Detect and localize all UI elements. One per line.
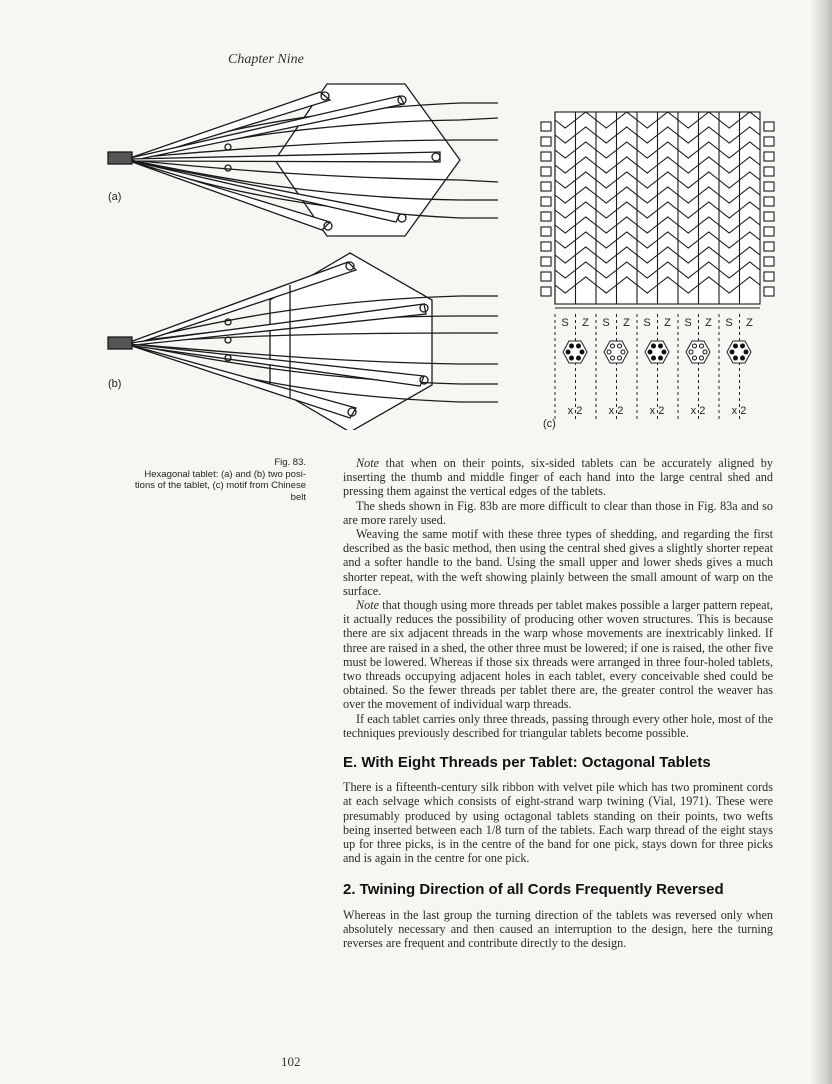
running-head: Chapter Nine (228, 52, 304, 67)
selvage-loop-left (541, 272, 551, 281)
selvage-loop-left (541, 152, 551, 161)
selvage-loop-left (541, 182, 551, 191)
repeat-label: x 2 (608, 405, 624, 417)
selvage-loop-right (764, 167, 774, 176)
tablet-hole (577, 356, 581, 360)
selvage-loop-right (764, 137, 774, 146)
tablet-diagram-b (108, 253, 498, 430)
tablet-hole (741, 344, 745, 348)
selvage-loop-right (764, 272, 774, 281)
tablet-hole (662, 350, 666, 354)
binder-shadow (810, 0, 832, 1084)
paragraph: The sheds shown in Fig. 83b are more difficult to clear than those in Fig. 83a and so are more rarely used. (343, 498, 773, 527)
caption-line: tions of the tablet, (c) motif from Chinese (134, 480, 306, 491)
selvage-loop-left (541, 122, 551, 131)
selvage-loop-right (764, 152, 774, 161)
caption-title: Fig. 83. (274, 457, 306, 468)
twist-label: Z (705, 317, 712, 329)
repeat-label: x 2 (731, 405, 747, 417)
paragraph: Whereas in the last group the turning direction of the tablets was reversed only when absolutely necessary and then caused an interruption to the design, here the turning reverses are frequent and contribute directly to the design. (343, 907, 773, 951)
tablet-hole (580, 350, 584, 354)
repeat-label: x 2 (567, 405, 583, 417)
section-heading-e: E. With Eight Threads per Tablet: Octagonal Tablets (343, 754, 711, 772)
selvage-loop-left (541, 257, 551, 266)
selvage-loop-left (541, 137, 551, 146)
twist-label: Z (582, 317, 589, 329)
tablet-hole (570, 356, 574, 360)
figure-label-c: (c) (543, 418, 556, 430)
twist-label: Z (623, 317, 630, 329)
tablet-hole (659, 356, 663, 360)
twist-label: S (684, 317, 692, 329)
selvage-loop-right (764, 242, 774, 251)
selvage-loop-right (764, 122, 774, 131)
paragraph: There is a fifteenth-century silk ribbon with velvet pile which has two prominent cords at each selvage which consists of eight-strand warp twining (Vial, 1971). These were presumably produced by using octagonal tablets standing on their points, two wefts being inserted between each 1/8 turn of the tablets. Each warp thread of the eight stays up for three picks, is in the centre of the band for one pick, stays down for three picks and is again in the centre for one pick. (343, 780, 773, 866)
selvage-loop-right (764, 212, 774, 221)
repeat-label: x 2 (649, 405, 665, 417)
tablet-hole (652, 356, 656, 360)
selvage-loop-right (764, 287, 774, 296)
paragraph: Note that though using more threads per tablet makes possible a larger pattern repeat, it actually reduces the possibility of producing other woven structures. This is because there are six adjacent threads in the warp whose movements are inextricably linked. If three are raised in a shed, the other three must be lowered; if one is raised, the other five must be lowered. Whereas if those six threads were arranged in three four-holed tablets, two threads occupying adjacent holes in each tablet, every conceivable shed could be obtained. So the fewer threads per tablet there are, the greater control the weaver has over the movement of individual warp threads. (343, 598, 773, 712)
selvage-loop-right (764, 257, 774, 266)
tablet-hole (566, 350, 570, 354)
selvage-loop-right (764, 227, 774, 236)
twist-label: Z (746, 317, 753, 329)
selvage-loop-left (541, 212, 551, 221)
figure-83 (0, 0, 800, 430)
selvage-loop-left (541, 167, 551, 176)
repeat-label: x 2 (690, 405, 706, 417)
twist-label: S (643, 317, 651, 329)
paragraph: Note that when on their points, six-sided tablets can be accurately aligned by inserting the thumb and middle finger of each hand into the large central shed and pressing them against the vertical edges of the tablets. (343, 456, 773, 499)
hexagonal-tablet-icon (686, 341, 710, 363)
repeat-labels-row (568, 405, 747, 417)
selvage-loop-left (541, 287, 551, 296)
figure-label-a: (a) (108, 191, 122, 203)
tablet-hole (577, 344, 581, 348)
selvage-loop-left (541, 197, 551, 206)
selvage-loop-left (541, 242, 551, 251)
band-motif-diagram-c (541, 112, 774, 308)
tablet-hole (648, 350, 652, 354)
tablet-hole (652, 344, 656, 348)
caption-line: belt (290, 491, 306, 503)
selvage-loop-left (541, 227, 551, 236)
tablet-hole (744, 350, 748, 354)
tablet-hole-row (563, 341, 751, 363)
hexagonal-tablet-icon (604, 341, 628, 363)
tablet-hole (570, 344, 574, 348)
tablet-hole (734, 344, 738, 348)
selvage-loop-right (764, 182, 774, 191)
section-heading-2: 2. Twining Direction of all Cords Frequently Reversed (343, 881, 724, 899)
selvage-loop-right (764, 197, 774, 206)
body-text (343, 456, 773, 950)
tablet-diagram-a (108, 84, 498, 236)
tablet-hole (730, 350, 734, 354)
figure-label-b: (b) (108, 378, 122, 390)
twist-label: S (725, 317, 733, 329)
figure-caption (96, 457, 306, 503)
paragraph: Weaving the same motif with these three types of shedding, and regarding the first described as the basic method, then using the central shed gives a slightly shorter repeat and a softer handle to the band. Using the small upper and lower sheds gives a much shorter repeat, with the weft showing plainly between the small amount of warp on the surface. (343, 527, 773, 598)
page-number: 102 (281, 1054, 301, 1069)
tablet-hole (741, 356, 745, 360)
paragraph: If each tablet carries only three threads, passing through every other hole, most of the techniques previously described for triangular tablets become possible. (343, 711, 773, 740)
twist-label: S (561, 317, 569, 329)
twist-label: S (602, 317, 610, 329)
twist-label: Z (664, 317, 671, 329)
caption-line: Hexagonal tablet: (a) and (b) two posi- (144, 468, 306, 480)
tablet-hole (659, 344, 663, 348)
tablet-hole (734, 356, 738, 360)
